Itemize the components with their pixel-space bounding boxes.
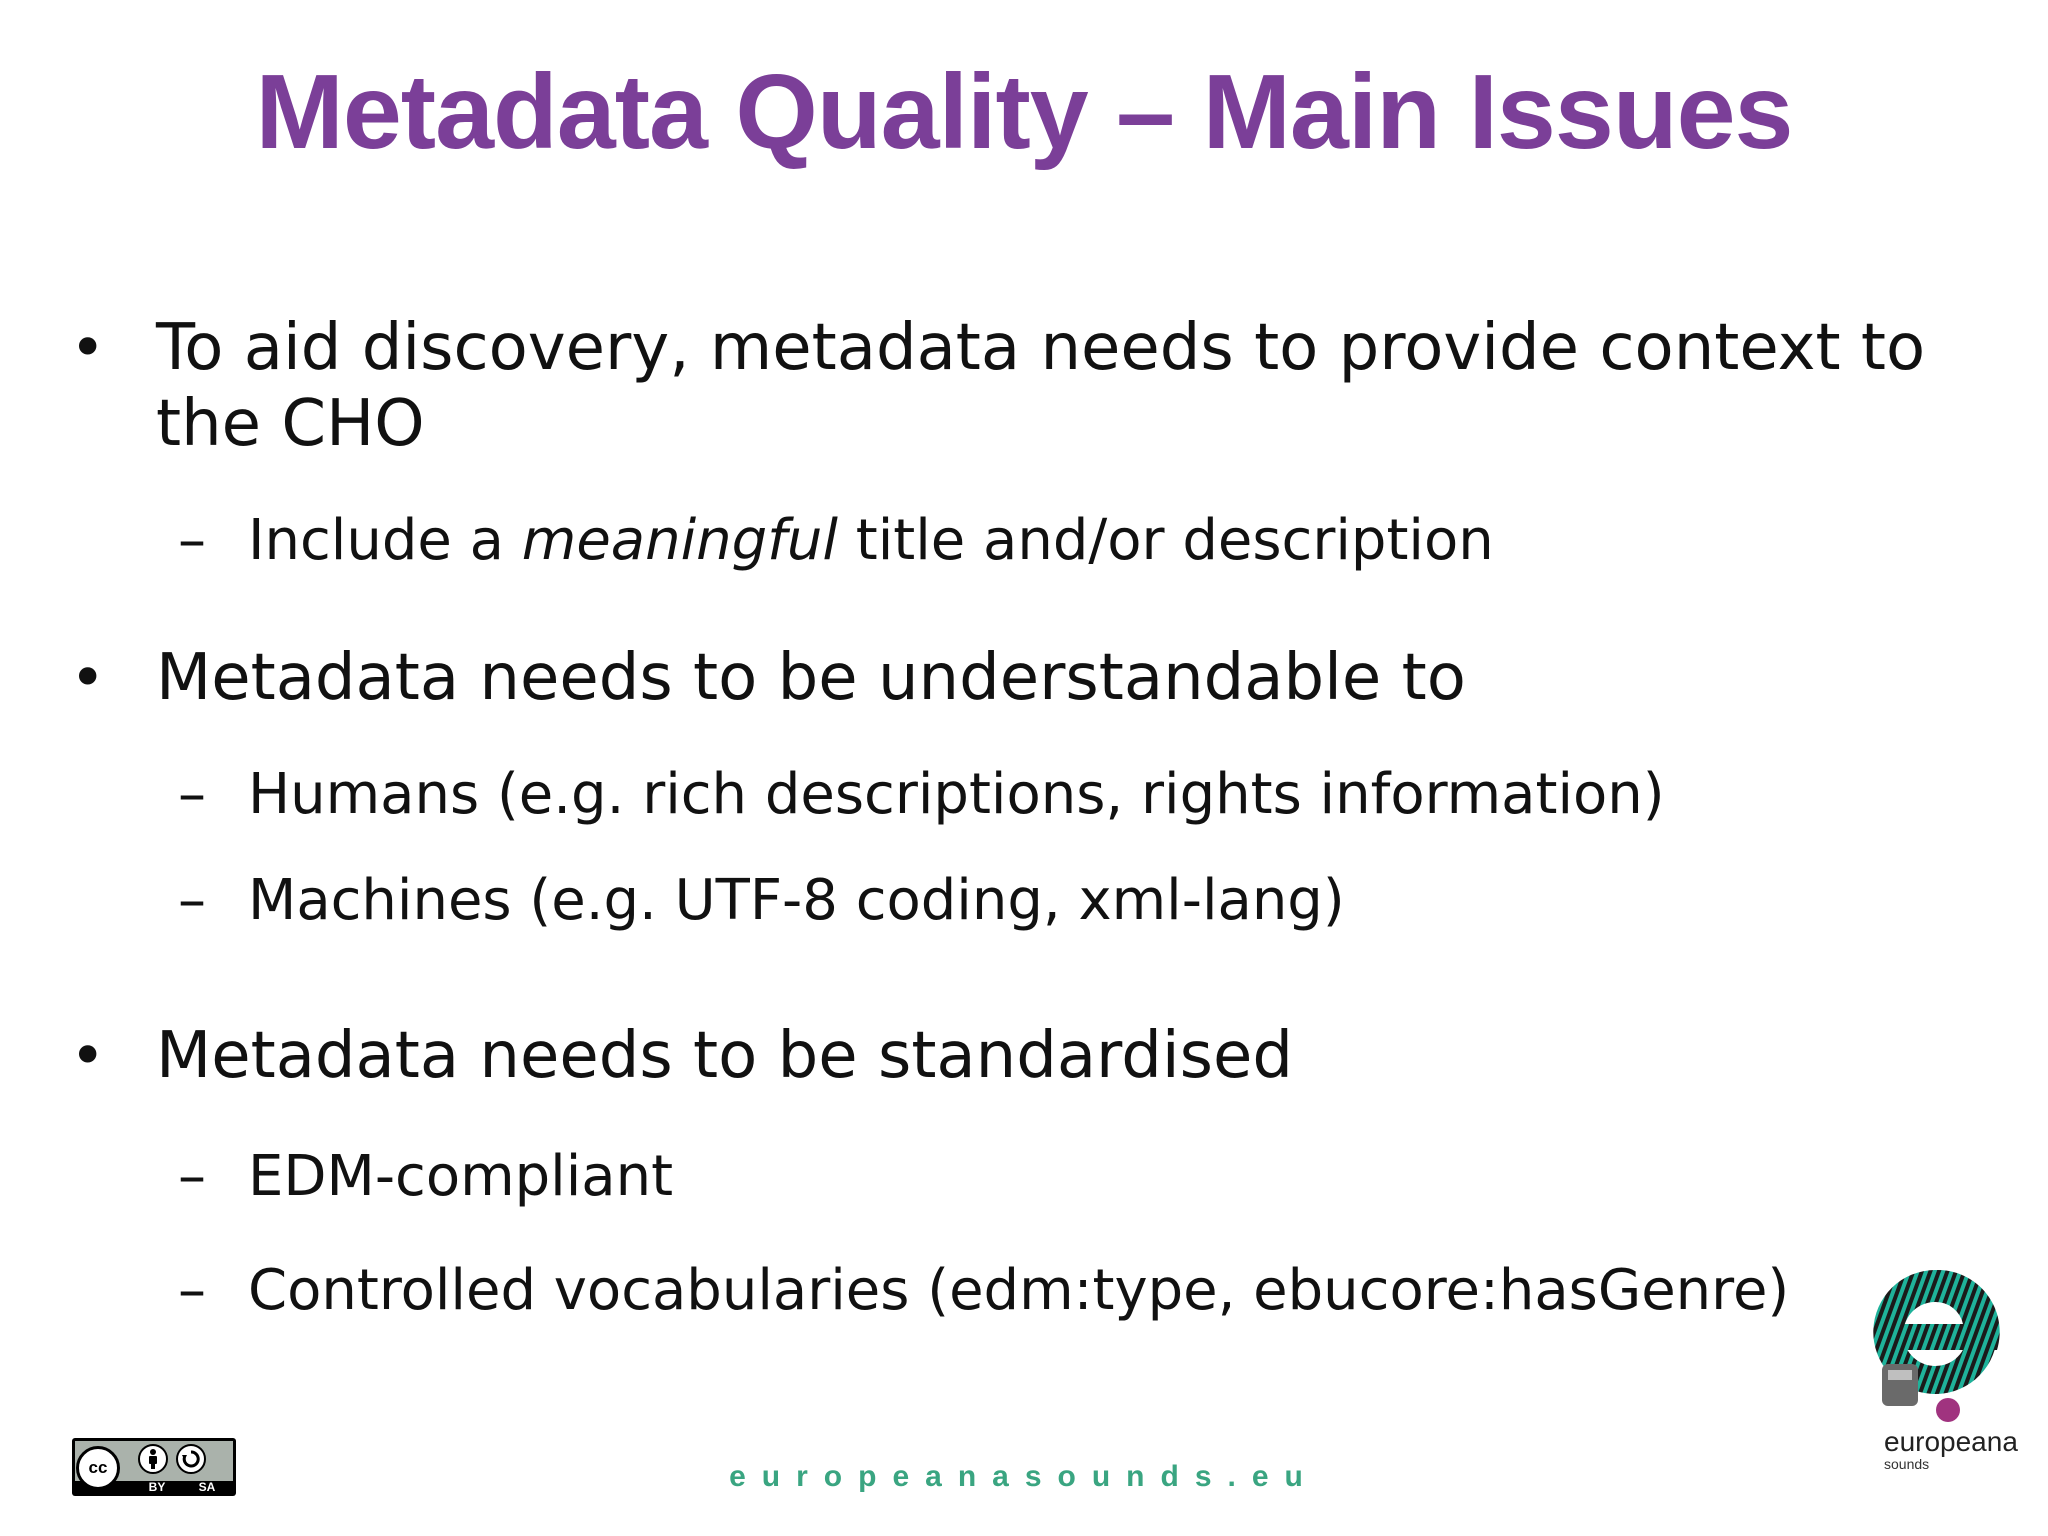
- sub-bullet-text: Humans (e.g. rich descriptions, rights information): [248, 762, 1665, 827]
- sub-bullet-marker: –: [178, 508, 206, 573]
- sub-bullet-text: Machines (e.g. UTF-8 coding, xml-lang): [248, 868, 1345, 933]
- sub-bullet-marker: –: [178, 1144, 206, 1209]
- logo-wordmark: europeana: [1884, 1426, 2018, 1457]
- bullet-text-line-2: the CHO: [156, 387, 425, 461]
- cc-sa-label: SA: [198, 1480, 216, 1494]
- bullet-text: [156, 310, 1976, 462]
- cc-by-label: BY: [148, 1480, 166, 1494]
- bullet-text: Metadata needs to be standardised: [156, 1019, 1293, 1093]
- sub-bullet-marker: –: [178, 868, 206, 933]
- bullet-marker: •: [70, 643, 106, 713]
- sub-bullet-text-pre: Include a: [248, 508, 522, 573]
- bullet-text: Metadata needs to be understandable to: [156, 641, 1466, 715]
- slide-title: Metadata Quality – Main Issues: [255, 53, 1793, 171]
- bullet-marker: •: [70, 313, 106, 383]
- europeana-sounds-logo[interactable]: [1860, 1260, 2018, 1472]
- sub-bullet-text-emphasis: meaningful: [521, 508, 838, 573]
- sub-bullet-marker: –: [178, 762, 206, 827]
- bullet-marker: •: [70, 1021, 106, 1091]
- bullet-text-line-1: To aid discovery, metadata needs to provide context to: [156, 311, 1926, 385]
- sub-bullet-marker: –: [178, 1258, 206, 1323]
- cc-icon: cc: [76, 1446, 120, 1490]
- europeana-e-icon: [1860, 1260, 2010, 1430]
- sub-bullet-text: Controlled vocabularies (edm:type, ebucore:hasGenre): [248, 1258, 1790, 1323]
- sub-bullet-text: EDM-compliant: [248, 1144, 674, 1209]
- sub-bullet-text-post: title and/or description: [837, 508, 1494, 573]
- sub-bullet-text: [248, 506, 1948, 576]
- footer-url[interactable]: europeanasounds.eu: [729, 1460, 1319, 1493]
- logo-subword: sounds: [1884, 1456, 1930, 1472]
